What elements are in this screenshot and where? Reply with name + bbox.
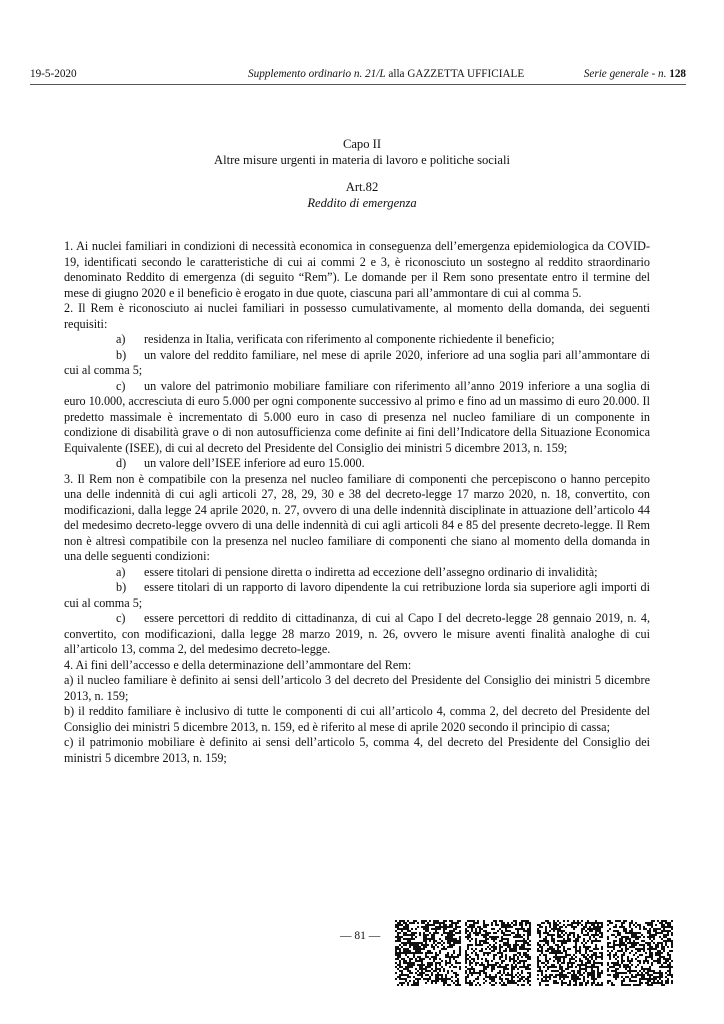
- list-item-3a: [64, 565, 650, 581]
- list-text: essere titolari di un rapporto di lavoro dipendente la cui retribuzione lorda sia superiore agli importi di cui al comma 5;: [64, 580, 650, 610]
- list-label: d): [116, 456, 127, 470]
- list-text: un valore del reddito familiare, nel mese di aprile 2020, inferiore ad una soglia pari all’ammontare di cui al comma 5;: [64, 347, 650, 377]
- page-header: [30, 68, 686, 84]
- header-gazzetta: alla GAZZETTA UFFICIALE: [385, 68, 525, 80]
- list-item-3b: [64, 580, 650, 611]
- list-text: essere titolari di pensione diretta o indiretta ad eccezione dell’assegno ordinario di invalidità;: [144, 564, 598, 579]
- list-label: b): [116, 580, 127, 594]
- list-item-2d: [64, 456, 650, 472]
- capo-title: Capo II: [342, 137, 382, 151]
- list-item-3c: [64, 611, 650, 658]
- list-item-4b: b) il reddito familiare è inclusivo di tutte le componenti di cui all’articolo 4, comma 2, del decreto del Presidente del Consiglio dei ministri 5 dicembre 2013, n. 159, ed è riferito al mese di aprile 2020 secondo il principio di cassa;: [64, 704, 650, 734]
- qr-code-2: [465, 920, 531, 986]
- list-item-2c: [64, 379, 650, 457]
- list-item-4a: a) il nucleo familiare è definito ai sensi dell’articolo 3 del decreto del Presidente del Consiglio dei ministri 5 dicembre 2013, n. 159;: [64, 673, 650, 703]
- header-number: 128: [669, 68, 686, 80]
- header-serie: [584, 68, 686, 80]
- page-number: — 81 —: [340, 930, 381, 942]
- list-label: a): [116, 332, 126, 346]
- header-rule: [30, 84, 686, 85]
- article-number: Art.82: [345, 180, 379, 194]
- qr-code-3: [537, 920, 603, 986]
- list-text: essere percettori di reddito di cittadinanza, di cui al Capo I del decreto-legge 28 gennaio 2019, n. 4, convertito, con modificazioni, dalla legge 28 marzo 2019, n. 26, ovvero le misure aventi finalità analoghe di cui all’articolo 13, comma 2, del medesimo decreto-legge.: [64, 611, 650, 656]
- list-label: c): [116, 378, 126, 393]
- paragraph-1: 1. Ai nuclei familiari in condizioni di necessità economica in conseguenza dell’emergenza epidemiologica da COVID-19, identificati secondo le caratteristiche di cui ai commi 2 e 3, è riconosciuto un sostegno al reddito straordinario denominato Reddito di emergenza (di seguito “Rem”). Le domande per il Rem sono presentate entro il termine del mese di giugno 2020 e il beneficio è erogato in due quote, ciascuna pari all’ammontare di cui al comma 5.: [64, 239, 650, 300]
- article-body: [64, 239, 650, 766]
- list-item-4c: c) il patrimonio mobiliare è definito ai sensi dell’articolo 5, comma 4, del decreto del Presidente del Consiglio dei ministri 5 dicembre 2013, n. 159;: [64, 735, 650, 765]
- paragraph-3: 3. Il Rem non è compatibile con la presenza nel nucleo familiare di componenti che percepiscono o hanno percepito una delle indennità di cui agli articoli 27, 28, 29, 30 e 38 del decreto-legge 17 marzo 2020, n. 18, convertito, con modificazioni, dalla legge 24 aprile 2020, n. 27, ovvero di una delle indennità disciplinate in attuazione dell’articolo 44 del medesimo decreto-legge ovvero di una delle indennità di cui agli articoli 84 e 85 del presente decreto-legge. Il Rem non è altresì compatibile con la presenza nel nucleo familiare di componenti che siano al momento della domanda in una delle seguenti condizioni:: [64, 471, 650, 563]
- header-date: 19-5-2020: [30, 68, 77, 80]
- header-serie-label: Serie generale - n.: [583, 68, 670, 80]
- qr-code-1: [395, 920, 461, 986]
- list-text: residenza in Italia, verificata con riferimento al componente richiedente il beneficio;: [144, 332, 555, 346]
- list-label: b): [116, 347, 127, 362]
- list-item-2a: [64, 332, 650, 348]
- header-supplement: Supplemento ordinario n. 21/L: [248, 68, 386, 80]
- capo-subtitle: Altre misure urgenti in materia di lavoro e politiche sociali: [214, 153, 510, 167]
- list-label: c): [116, 611, 126, 625]
- paragraph-2: 2. Il Rem è riconosciuto ai nuclei familiari in possesso cumulativamente, al momento della domanda, dei seguenti requisiti:: [64, 301, 650, 331]
- article-title: Reddito di emergenza: [307, 196, 417, 210]
- list-item-2b: [64, 348, 650, 379]
- qr-code-4: [607, 920, 673, 986]
- header-publication: [248, 68, 524, 80]
- list-label: a): [116, 564, 126, 579]
- list-text: un valore del patrimonio mobiliare familiare con riferimento all’anno 2019 inferiore a una soglia di euro 10.000, accresciuta di euro 5.000 per ogni componente successivo al primo e fino ad un massimo di euro 20.000. Il predetto massimale è incrementato di 5.000 euro in caso di presenza nel nucleo familiare di un componente in condizione di disabilità grave o di non autosufficienza come definite ai fini dell’Indicatore della Situazione Economica Equivalente (ISEE), di cui al decreto del Presidente del Consiglio dei ministri 5 dicembre 2013, n. 159;: [64, 378, 650, 455]
- list-text: un valore dell’ISEE inferiore ad euro 15.000.: [144, 456, 365, 470]
- paragraph-4: 4. Ai fini dell’accesso e della determinazione dell’ammontare del Rem:: [64, 657, 412, 672]
